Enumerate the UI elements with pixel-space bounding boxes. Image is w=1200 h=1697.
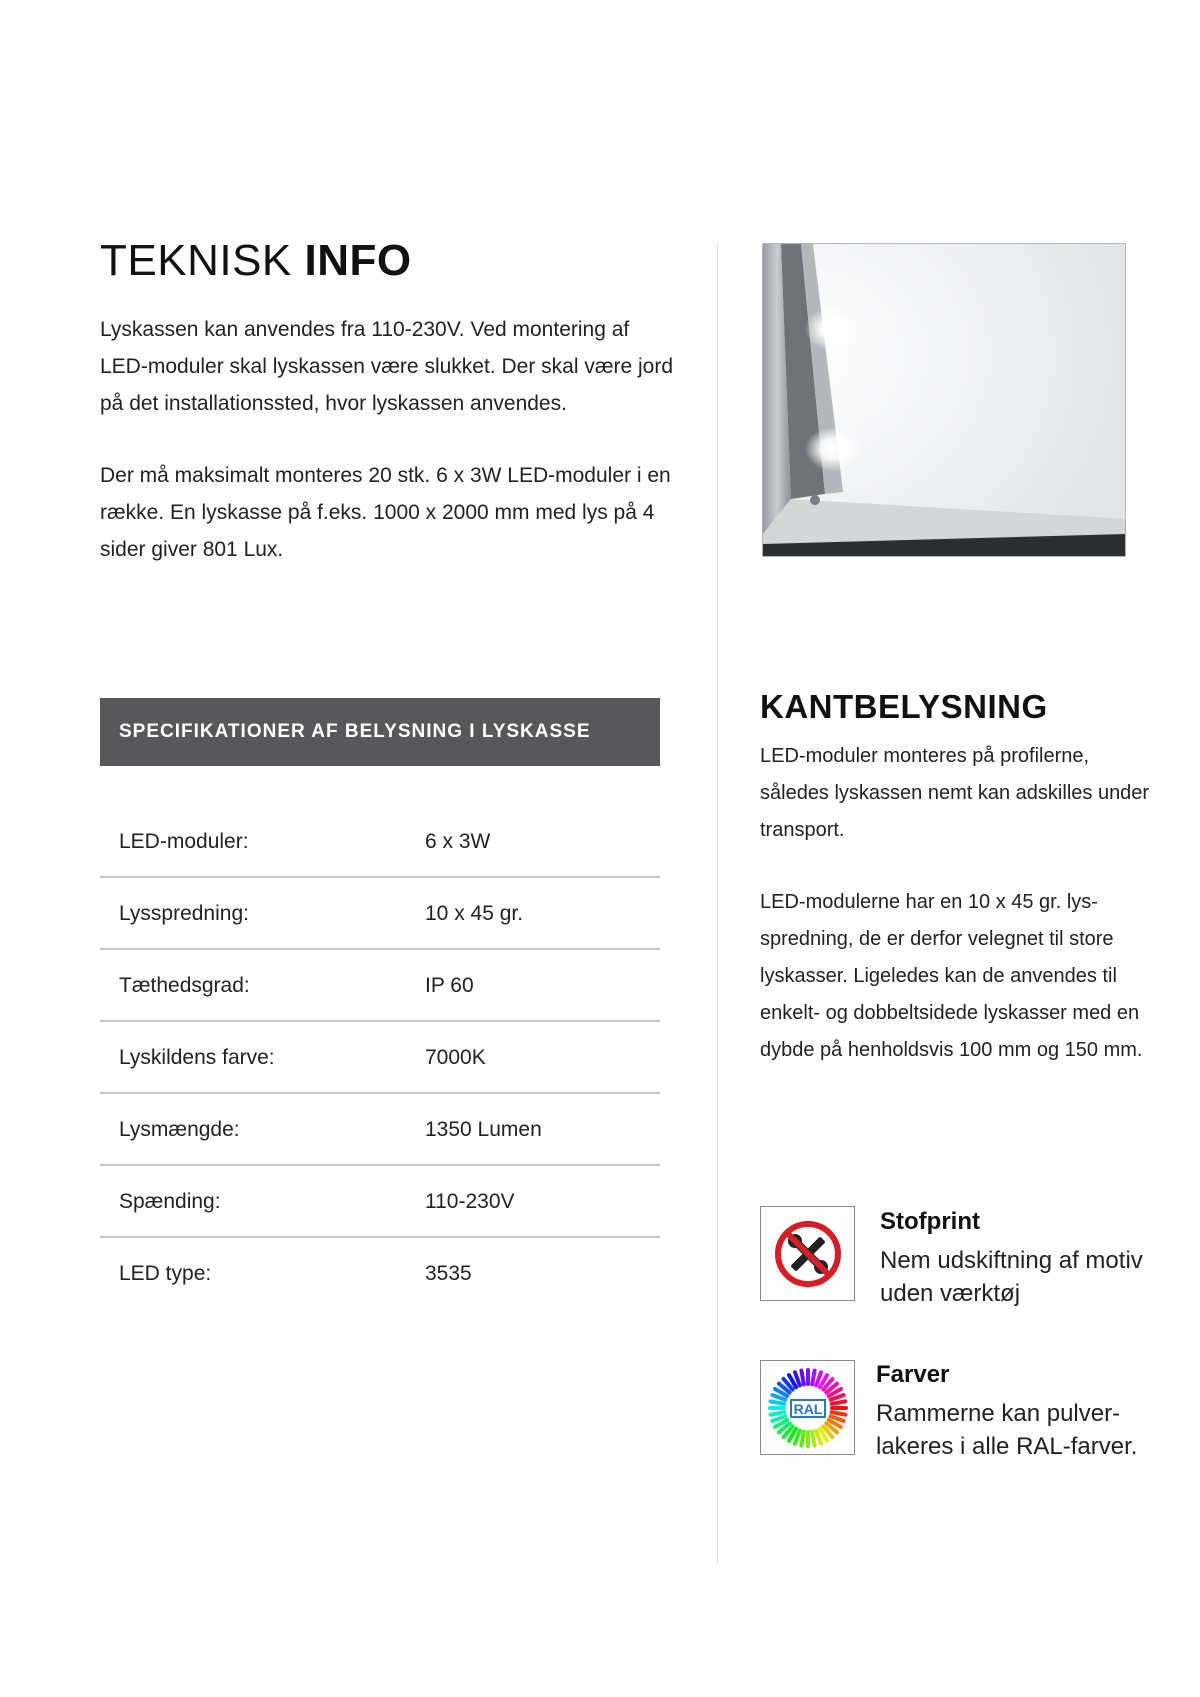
specs-heading: SPECIFIKATIONER AF BELYSNING I LYSKASSE xyxy=(100,698,660,766)
spec-row-light-spread xyxy=(100,878,660,950)
title-bold: INFO xyxy=(304,236,412,285)
no-tools-icon-box xyxy=(760,1206,855,1301)
ral-color-wheel-icon xyxy=(766,1366,850,1450)
spec-label: LED-moduler: xyxy=(119,830,249,853)
ral-wheel-segment xyxy=(812,1431,814,1445)
spec-label: Lyskildens farve: xyxy=(119,1046,275,1069)
ral-wheel-segment xyxy=(801,1370,803,1384)
spec-row-color-temp xyxy=(100,1022,660,1094)
spec-value: 1350 Lumen xyxy=(425,1118,542,1141)
spec-value: 6 x 3W xyxy=(425,830,491,853)
title-light: TEKNISK xyxy=(100,236,305,285)
no-tools-icon xyxy=(773,1219,843,1289)
specs-table xyxy=(100,806,660,1308)
spec-row-ip-rating xyxy=(100,950,660,1022)
ral-wheel-segment xyxy=(801,1431,803,1445)
ral-wheel-segment xyxy=(770,1412,784,1414)
kantbelysning-heading: KANTBELYSNING xyxy=(760,688,1048,725)
ral-wheel-segment xyxy=(812,1370,814,1384)
spec-value: IP 60 xyxy=(425,974,474,997)
spec-value: 110-230V xyxy=(425,1190,515,1213)
spec-row-led-modules xyxy=(100,806,660,878)
kantbelysning-paragraph-1: LED-moduler monteres på profilerne, således lyskassen nemt kan adskilles under transport. xyxy=(760,745,1150,841)
spec-label: Tæthedsgrad: xyxy=(119,974,250,997)
ral-badge-text: RAL xyxy=(793,1400,822,1417)
spec-label: Lysspredning: xyxy=(119,902,249,925)
ral-icon-box xyxy=(760,1360,855,1455)
lightbox-edge-illustration xyxy=(763,244,1126,557)
feature-text-stofprint: Nem udskiftning af motiv uden værktøj xyxy=(880,1247,1143,1307)
spec-row-voltage xyxy=(100,1166,660,1238)
page-title xyxy=(100,236,412,286)
ral-wheel-segment xyxy=(770,1401,784,1403)
ral-wheel-segment xyxy=(831,1412,845,1414)
spec-label: Lysmængde: xyxy=(119,1118,240,1141)
intro-paragraph-2: Der må maksimalt monteres 20 stk. 6 x 3W LED-moduler i en række. En lyskasse på f.eks. 1000 x 2000 mm med lys på 4 sider giver 801 Lux. xyxy=(100,464,671,561)
spec-label: LED type: xyxy=(119,1262,212,1285)
feature-text-farver: Rammerne kan pulver-lakeres i alle RAL-farver. xyxy=(876,1400,1138,1460)
spec-value: 10 x 45 gr. xyxy=(425,902,524,925)
spec-value: 7000K xyxy=(425,1046,486,1069)
ral-wheel-segment xyxy=(831,1401,845,1403)
feature-title-stofprint: Stofprint xyxy=(880,1208,980,1235)
intro-paragraph-1: Lyskassen kan anvendes fra 110-230V. Ved montering af LED-moduler skal lyskassen være slukket. Der skal være jord på det installationssted, hvor lyskassen anvendes. xyxy=(100,318,674,415)
spec-label: Spænding: xyxy=(119,1190,221,1213)
spec-row-lumen xyxy=(100,1094,660,1166)
spec-row-led-type xyxy=(100,1238,660,1308)
spec-value: 3535 xyxy=(425,1262,472,1285)
feature-title-farver: Farver xyxy=(876,1361,950,1388)
column-divider xyxy=(717,243,718,1563)
lightbox-edge-photo xyxy=(762,243,1126,557)
kantbelysning-paragraph-2: LED-modulerne har en 10 x 45 gr. lys-spredning, de er derfor velegnet til store lyskasser. Ligeledes kan de anvendes til enkelt- og dobbeltsidede lyskasser med en dybde på henholdsvis 100 mm og 150 mm. xyxy=(760,891,1143,1061)
